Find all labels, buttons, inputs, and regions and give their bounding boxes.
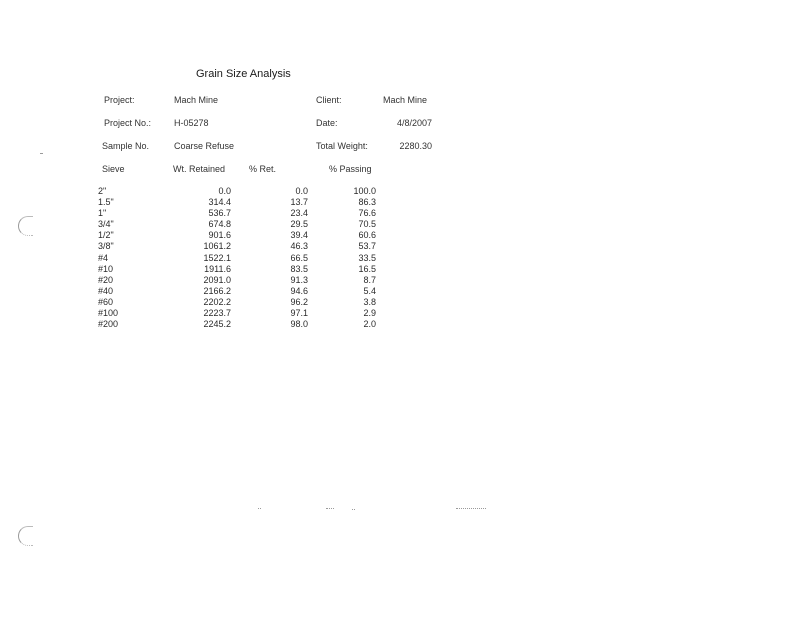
table-row	[98, 197, 376, 208]
pct-ret-cell: 97.1	[290, 308, 308, 319]
retained-cell: 2245.2	[203, 319, 231, 330]
pct-ret-cell: 23.4	[290, 208, 308, 219]
table-row	[98, 186, 376, 197]
column-header-wt-retained: Wt. Retained	[173, 164, 226, 174]
passing-cell: 53.7	[358, 241, 376, 252]
retained-cell: 1522.1	[203, 252, 231, 263]
project-value: Mach Mine	[174, 95, 219, 105]
passing-cell: 70.5	[358, 219, 376, 230]
sieve-cell: #200	[98, 319, 119, 330]
retained-cell: 2091.0	[203, 274, 231, 285]
date-label: Date:	[316, 118, 338, 128]
retained-cell: 1061.2	[203, 241, 231, 252]
sieve-cell: 1/2"	[98, 230, 114, 241]
retained-cell: 1911.6	[204, 263, 231, 274]
sieve-cell: 3/8"	[98, 241, 114, 252]
scan-speck	[258, 508, 261, 510]
scan-speck	[456, 508, 486, 510]
scan-speck	[352, 509, 355, 511]
pct-ret-cell: 39.4	[290, 230, 308, 241]
passing-cell: 100.0	[353, 186, 376, 196]
pct-ret-cell: 29.5	[290, 219, 308, 230]
client-label: Client:	[316, 95, 342, 105]
pct-ret-cell: 94.6	[290, 285, 308, 296]
table-row	[98, 286, 376, 297]
pct-ret-cell: 91.3	[290, 274, 308, 285]
table-row	[98, 219, 376, 230]
retained-cell: 2166.2	[203, 285, 231, 296]
binder-hole-top	[18, 216, 33, 236]
table-row	[98, 319, 376, 330]
pct-ret-cell: 98.0	[290, 319, 308, 330]
sieve-cell: 1"	[98, 208, 107, 219]
table-row	[98, 253, 376, 264]
sieve-cell: #4	[98, 252, 109, 263]
column-header-sieve: Sieve	[102, 164, 125, 174]
table-row	[98, 208, 376, 219]
scan-speck	[40, 153, 42, 155]
binder-hole-bottom	[18, 526, 33, 546]
passing-cell: 8.7	[363, 274, 376, 285]
sample-no-label: Sample No.	[102, 141, 150, 151]
sieve-cell: 1.5"	[98, 197, 114, 208]
total-weight-value: 2280.30	[399, 141, 432, 151]
retained-cell: 674.8	[208, 219, 231, 230]
passing-cell: 86.3	[358, 197, 376, 208]
pct-ret-cell: 46.3	[290, 241, 308, 252]
table-row	[98, 230, 376, 241]
column-header-pct-passing: % Passing	[329, 164, 372, 174]
scan-speck	[326, 508, 334, 510]
passing-cell: 5.4	[363, 285, 376, 296]
pct-ret-cell: 66.5	[290, 252, 308, 263]
retained-cell: 0.0	[218, 186, 231, 196]
column-header-pct-ret: % Ret.	[249, 164, 277, 174]
pct-ret-cell: 13.7	[290, 197, 308, 208]
passing-cell: 3.8	[363, 296, 376, 307]
passing-cell: 33.5	[358, 252, 376, 263]
sieve-cell: 2"	[98, 186, 107, 196]
table-row	[98, 241, 376, 252]
pct-ret-cell: 0.0	[295, 186, 308, 196]
sieve-cell: #60	[98, 296, 114, 307]
project-label: Project:	[104, 95, 135, 105]
sieve-cell: #10	[98, 263, 114, 274]
sieve-table	[98, 186, 376, 330]
sample-no-value: Coarse Refuse	[174, 141, 235, 151]
table-row	[98, 275, 376, 286]
passing-cell: 76.6	[358, 208, 376, 219]
passing-cell: 60.6	[358, 230, 376, 241]
document-title: Grain Size Analysis	[196, 68, 291, 80]
pct-ret-cell: 83.5	[290, 263, 308, 274]
retained-cell: 314.4	[208, 197, 231, 208]
retained-cell: 2223.7	[203, 308, 231, 319]
table-row	[98, 264, 376, 275]
retained-cell: 901.6	[208, 230, 231, 241]
client-value: Mach Mine	[383, 95, 428, 105]
total-weight-label: Total Weight:	[316, 141, 368, 151]
table-row	[98, 297, 376, 308]
date-value: 4/8/2007	[396, 118, 432, 128]
retained-cell: 536.7	[208, 208, 231, 219]
project-no-label: Project No.:	[104, 118, 152, 128]
retained-cell: 2202.2	[203, 296, 231, 307]
passing-cell: 2.0	[363, 319, 376, 330]
table-row	[98, 308, 376, 319]
passing-cell: 2.9	[363, 308, 376, 319]
passing-cell: 16.5	[358, 263, 376, 274]
sieve-cell: #100	[98, 308, 119, 319]
pct-ret-cell: 96.2	[290, 296, 308, 307]
project-no-value: H-05278	[174, 118, 209, 128]
sieve-cell: #20	[98, 274, 114, 285]
sieve-cell: 3/4"	[98, 219, 114, 230]
sieve-cell: #40	[98, 285, 114, 296]
